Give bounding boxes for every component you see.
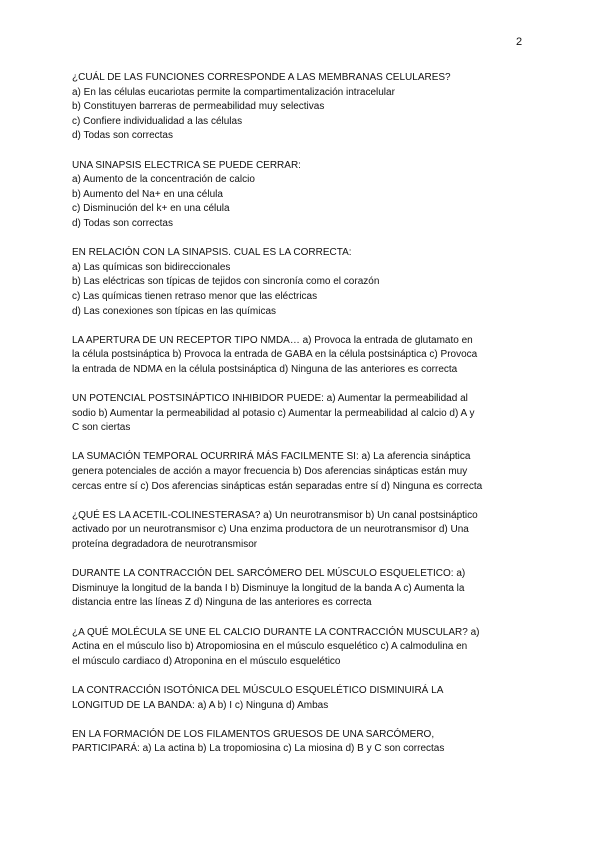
- question-line: UN POTENCIAL POSTSINÁPTICO INHIBIDOR PUEDE: a) Aumentar la permeabilidad al: [72, 393, 468, 405]
- question-line: proteína degradadora de neurotransmisor: [72, 539, 258, 550]
- answer-option-a: a) En las células eucariotas permite la compartimentalización intracelular: [72, 86, 395, 98]
- answer-option-d: d) Todas son correctas: [72, 130, 173, 142]
- question-line: genera potenciales de acción a mayor frecuencia b) Dos aferencias sinápticas están muy: [72, 466, 468, 478]
- question-line: ¿QUÉ ES LA ACETIL-COLINESTERASA? a) Un neurotransmisor b) Un canal postsináptico: [72, 509, 478, 521]
- question-line: PARTICIPARÁ: a) La actina b) La tropomiosina c) La miosina d) B y C son correctas: [72, 743, 445, 755]
- question-line: el músculo cardiaco d) Atroponina en el músculo esquelético: [72, 655, 341, 667]
- question-line: LA CONTRACCIÓN ISOTÓNICA DEL MÚSCULO ESQUELÉTICO DISMINUIRÁ LA: [72, 684, 444, 696]
- question-6: [72, 450, 528, 494]
- question-line: LONGITUD DE LA BANDA: a) A b) I c) Ninguna d) Ambas: [72, 699, 329, 711]
- question-3: [72, 246, 528, 319]
- question-line: C son ciertas: [72, 422, 131, 434]
- answer-option-d: d) Todas son correctas: [72, 217, 173, 229]
- answer-option-c: c) Disminución del k+ en una célula: [72, 203, 230, 215]
- question-line: LA SUMACIÓN TEMPORAL OCURRIRÁ MÁS FACILMENTE SI: a) La aferencia sináptica: [72, 451, 471, 463]
- question-2: [72, 159, 528, 232]
- question-line: distancia entre las líneas Z d) Ninguna de las anteriores es correcta: [72, 597, 372, 609]
- question-line: la célula postsináptica b) Provoca la entrada de GABA en la célula postsináptica c) Provoca: [72, 349, 478, 361]
- answer-option-b: b) Aumento del Na+ en una célula: [72, 188, 223, 200]
- question-text: UNA SINAPSIS ELECTRICA SE PUEDE CERRAR:: [72, 159, 301, 171]
- question-11: [72, 728, 528, 757]
- question-line: la entrada de NDMA en la célula postsináptica d) Ninguna de las anteriores es correcta: [72, 363, 458, 375]
- answer-option-d: d) Las conexiones son típicas en las químicas: [72, 305, 276, 317]
- answer-option-b: b) Las eléctricas son típicas de tejidos con sincronía como el corazón: [72, 276, 380, 288]
- question-line: EN LA FORMACIÓN DE LOS FILAMENTOS GRUESOS DE UNA SARCÓMERO,: [72, 728, 435, 740]
- question-8: [72, 567, 528, 611]
- question-line: Disminuye la longitud de la banda I b) Disminuye la longitud de la banda A c) Aumenta la: [72, 582, 465, 594]
- answer-option-a: a) Las químicas son bidireccionales: [72, 261, 231, 273]
- answer-option-b: b) Constituyen barreras de permeabilidad muy selectivas: [72, 101, 325, 113]
- question-line: DURANTE LA CONTRACCIÓN DEL SARCÓMERO DEL MÚSCULO ESQUELETICO: a): [72, 568, 466, 580]
- question-1: [72, 71, 528, 144]
- question-text: EN RELACIÓN CON LA SINAPSIS. CUAL ES LA CORRECTA:: [72, 247, 352, 259]
- question-line: LA APERTURA DE UN RECEPTOR TIPO NMDA… a) Provoca la entrada de glutamato en: [72, 334, 473, 346]
- page-number: 2: [516, 36, 523, 48]
- question-10: [72, 684, 528, 713]
- answer-option-c: c) Confiere individualidad a las células: [72, 115, 243, 127]
- answer-option-c: c) Las químicas tienen retraso menor que las eléctricas: [72, 290, 318, 302]
- question-line: sodio b) Aumentar la permeabilidad al potasio c) Aumentar la permeabilidad al calcio d) A y: [72, 407, 475, 419]
- question-line: ¿A QUÉ MOLÉCULA SE UNE EL CALCIO DURANTE LA CONTRACCIÓN MUSCULAR? a): [72, 626, 480, 638]
- question-7: [72, 509, 528, 553]
- question-line: cercas entre sí c) Dos aferencias sinápticas están separadas entre sí d) Ninguna es correcta: [72, 480, 483, 492]
- question-text: ¿CUÁL DE LAS FUNCIONES CORRESPONDE A LAS MEMBRANAS CELULARES?: [72, 72, 451, 83]
- question-list: [72, 71, 528, 772]
- question-line: activado por un neurotransmisor c) Una enzima productora de un neurotransmisor d) Una: [72, 524, 469, 536]
- answer-option-a: a) Aumento de la concentración de calcio: [72, 174, 255, 186]
- question-line: Actina en el músculo liso b) Atropomiosina en el músculo esquelético c) A calmodulina en: [72, 641, 468, 653]
- question-9: [72, 626, 528, 670]
- question-5: [72, 392, 528, 436]
- question-4: [72, 334, 528, 378]
